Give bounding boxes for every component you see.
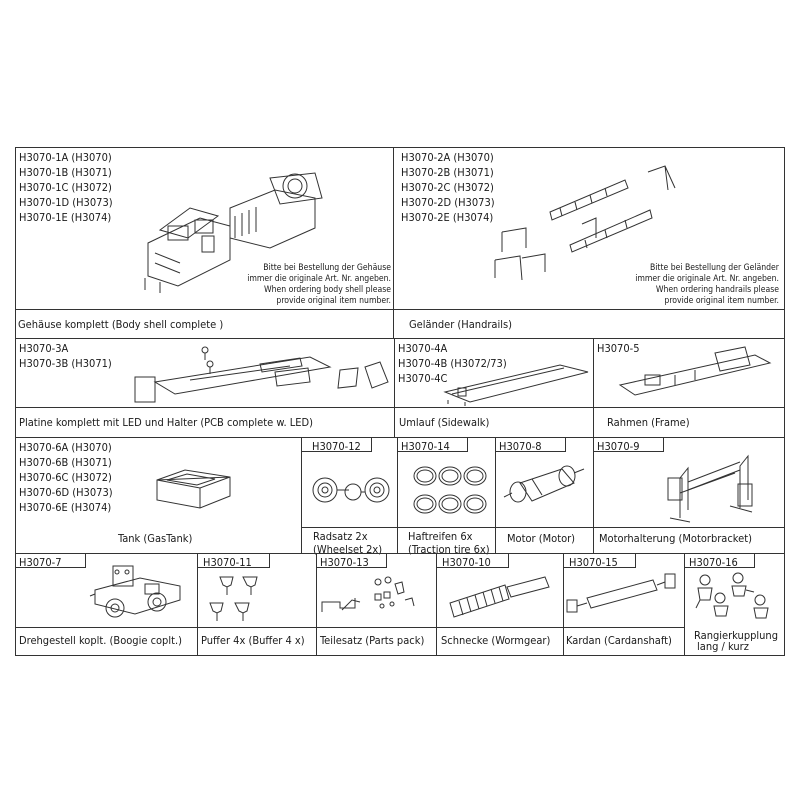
- frame-drawing: [615, 345, 775, 400]
- wormgear-code: H3070-10: [442, 556, 491, 569]
- handrails-drawing: [490, 160, 685, 290]
- parts-pack-drawing: [320, 572, 420, 622]
- traction-tire-code: H3070-14: [401, 440, 450, 453]
- body-shell-codes: H3070-1A (H3070) H3070-1B (H3071) H3070-1C (H3072) H3070-1D (H3073) H3070-1E (H3074): [19, 151, 113, 224]
- frame-caption: Rahmen (Frame): [607, 416, 690, 429]
- buffer-caption: Puffer 4x (Buffer 4 x): [201, 634, 305, 647]
- motor-code: H3070-8: [499, 440, 542, 453]
- handrails-caption: Geländer (Handrails): [409, 318, 513, 331]
- wheelset-code: H3070-12: [312, 440, 361, 453]
- shunting-coupler-drawing: [690, 570, 780, 625]
- pcb-drawing: [130, 342, 395, 404]
- tank-drawing: [155, 462, 235, 510]
- motor-caption: Motor (Motor): [507, 532, 576, 545]
- bogie-drawing: [85, 560, 190, 622]
- traction-tire-caption: Haftreifen 6x (Traction tire 6x): [408, 530, 490, 556]
- body-shell-drawing: [140, 168, 340, 293]
- wheelset-drawing: [305, 470, 395, 510]
- cardanshaft-caption: Kardan (Cardanshaft): [566, 634, 672, 647]
- sidewalk-drawing: [440, 360, 590, 405]
- shunting-coupler-code: H3070-16: [689, 556, 738, 569]
- shunting-coupler-caption: Rangierkupplung lang / kurz: [694, 629, 778, 653]
- traction-tire-drawing: [410, 462, 490, 522]
- parts-pack-code: H3070-13: [320, 556, 369, 569]
- pcb-caption: Platine komplett mit LED und Halter (PCB complete w. LED): [19, 416, 313, 429]
- body-shell-caption: Gehäuse komplett (Body shell complete ): [18, 318, 224, 331]
- motor-bracket-code: H3070-9: [597, 440, 640, 453]
- bogie-code: H3070-7: [19, 556, 62, 569]
- wormgear-caption: Schnecke (Wormgear): [441, 634, 551, 647]
- body-shell-order-note: Bitte bei Bestellung der Gehäuse immer die originale Art. Nr. angeben. When ordering body shell please provide original item number.: [247, 263, 391, 306]
- motor-drawing: [502, 465, 587, 510]
- sidewalk-caption: Umlauf (Sidewalk): [399, 416, 490, 429]
- motor-bracket-caption: Motorhalterung (Motorbracket): [599, 532, 752, 545]
- cardanshaft-drawing: [565, 570, 680, 620]
- handrails-order-note: Bitte bei Bestellung der Geländer immer die originale Art. Nr. angeben. When ordering handrails please provide original item number.: [635, 263, 779, 306]
- parts-pack-caption: Teilesatz (Parts pack): [320, 634, 425, 647]
- tank-codes: H3070-6A (H3070) H3070-6B (H3071) H3070-6C (H3072) H3070-6D (H3073) H3070-6E (H3074): [19, 441, 113, 514]
- motor-bracket-drawing: [660, 448, 760, 523]
- tank-caption: Tank (GasTank): [118, 532, 193, 545]
- wormgear-drawing: [445, 575, 555, 620]
- buffer-drawing: [205, 575, 275, 625]
- pcb-codes: H3070-3A H3070-3B (H3071): [19, 342, 112, 370]
- sidewalk-codes: H3070-4A H3070-4B (H3072/73) H3070-4C: [398, 342, 507, 385]
- buffer-code: H3070-11: [203, 556, 252, 569]
- bogie-caption: Drehgestell koplt. (Boogie coplt.): [19, 634, 182, 647]
- frame-code: H3070-5: [597, 342, 640, 355]
- cardanshaft-code: H3070-15: [569, 556, 618, 569]
- handrails-codes: H3070-2A (H3070) H3070-2B (H3071) H3070-2C (H3072) H3070-2D (H3073) H3070-2E (H3074): [401, 151, 495, 224]
- wheelset-caption: Radsatz 2x (Wheelset 2x): [313, 530, 383, 556]
